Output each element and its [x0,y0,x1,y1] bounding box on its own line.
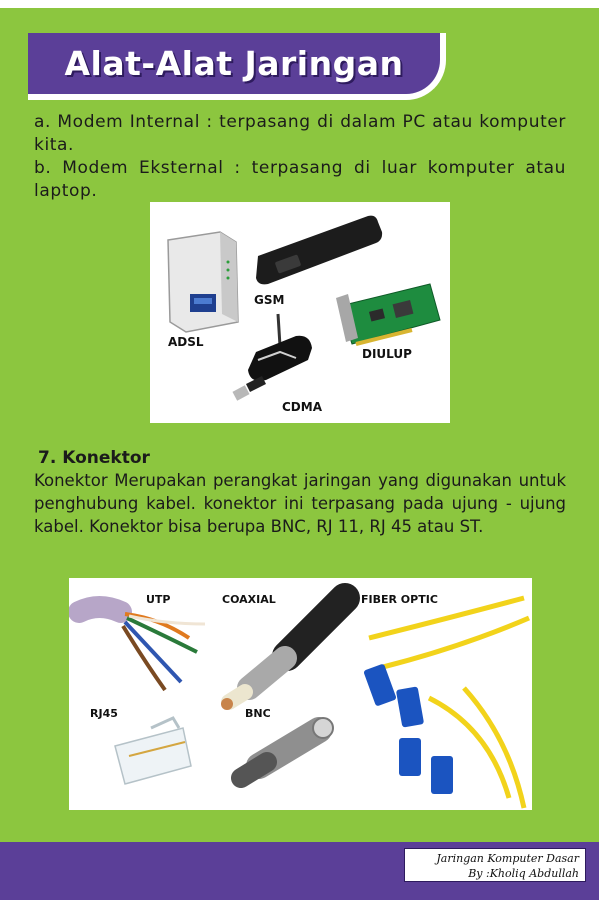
credit-box [404,848,586,882]
gsm-modem-icon [256,216,382,285]
rj45-label: RJ45 [90,707,118,720]
connector-illustration [69,578,532,810]
konektor-heading: 7. Konektor [38,448,150,468]
rj45-connector-icon [115,718,191,784]
modem-image [150,202,450,423]
dialup-card-icon [336,284,440,344]
modem-illustration [150,202,450,423]
coaxial-label: COAXIAL [222,593,276,606]
connector-image [69,578,532,810]
bnc-connector-icon [241,718,333,778]
bnc-label: BNC [245,707,271,720]
top-strip [0,0,599,8]
coaxial-cable-icon [221,598,345,710]
utp-label: UTP [146,593,171,606]
cdma-label: CDMA [282,400,322,414]
cdma-modem-icon [232,314,312,401]
utp-cable-icon [79,607,205,690]
credit-course: Jaringan Komputer Dasar [436,852,579,865]
modem-internal-text: a. Modem Internal : terpasang di dalam PC atau komputer kita. [34,112,566,155]
fiber-optic-label: FIBER OPTIC [361,593,438,606]
adsl-router-icon [168,232,238,332]
page-title: Alat-Alat Jaringan [64,44,404,83]
fiber-optic-icon [363,598,529,808]
modem-external-text: b. Modem Eksternal : terpasang di luar komputer atau laptop. [34,158,566,201]
adsl-label: ADSL [168,335,204,349]
gsm-label: GSM [254,293,285,307]
diulup-label: DIULUP [362,347,412,361]
title-banner [28,33,446,100]
konektor-body-text: Konektor Merupakan perangkat jaringan yang digunakan untuk penghubung kabel. konektor ini terpasang pada ujung - ujung kabel. Konektor bisa berupa BNC, RJ 11, RJ 45 atau ST. [34,471,566,536]
credit-author: By :Kholiq Abdullah [468,867,579,880]
